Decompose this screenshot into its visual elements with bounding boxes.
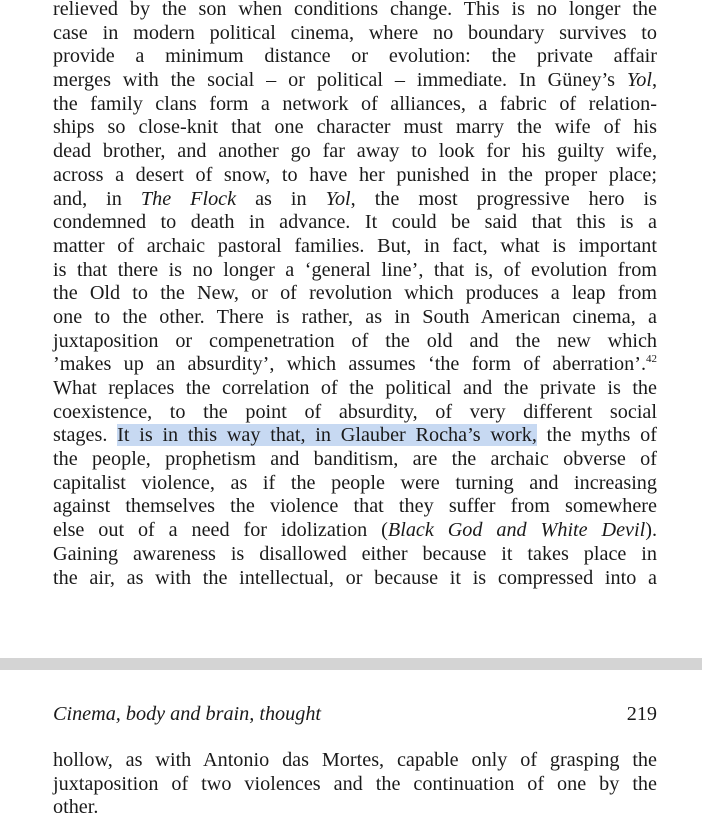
text-segment: coexistence, to the point of absurdity, of very different social <box>53 400 657 423</box>
text-segment: relieved by the son when conditions change. This is no longer the <box>53 0 657 20</box>
running-title: Cinema, body and brain, thought <box>53 703 322 725</box>
text-line <box>53 330 657 354</box>
text-line <box>53 796 657 820</box>
text-segment: ’makes up an absurdity’, which assumes ‘the form of aberration’. <box>53 353 646 376</box>
text-line <box>53 93 657 117</box>
text-segment: ships so close-knit that one character must marry the wife of his <box>53 116 657 139</box>
text-line <box>53 306 657 330</box>
text-segment: ). <box>645 519 658 542</box>
text-line <box>53 116 657 140</box>
text-segment: and, in <box>53 187 141 210</box>
page-separator <box>0 658 702 670</box>
italic-title: The Flock <box>140 187 237 210</box>
text-segment: matter of archaic pastoral families. But, in fact, what is important <box>53 234 657 257</box>
text-line <box>53 543 657 567</box>
highlighted-text: It is in this way that, in Glauber Rocha’s work, <box>117 424 537 447</box>
italic-title: Yol <box>325 187 351 210</box>
text-line <box>53 188 657 212</box>
text-line <box>53 401 657 425</box>
text-line <box>53 259 657 283</box>
text-line <box>53 211 657 235</box>
upper-page-text <box>53 0 657 590</box>
text-segment: as in <box>236 187 326 210</box>
text-line <box>53 495 657 519</box>
text-segment: the family clans form a network of alliances, a fabric of relation- <box>53 92 657 115</box>
footnote-marker: 42 <box>646 353 657 366</box>
text-segment: capitalist violence, as if the people were turning and increasing <box>53 471 657 494</box>
text-line <box>53 519 657 543</box>
italic-title: Yol <box>626 69 652 92</box>
text-segment: Gaining awareness is disallowed either because it takes place in <box>53 542 657 565</box>
text-segment: What replaces the correlation of the political and the private is the <box>53 377 657 399</box>
text-line <box>53 282 657 306</box>
text-line <box>53 424 657 448</box>
text-line <box>53 164 657 188</box>
text-line <box>53 472 657 496</box>
text-segment: stages. <box>53 424 118 447</box>
page-number: 219 <box>626 703 657 725</box>
text-line <box>53 353 657 377</box>
text-line <box>53 22 657 46</box>
text-segment: dead brother, and another go far away to look for his guilty wife, <box>53 140 657 163</box>
text-line <box>53 567 657 591</box>
text-segment: across a desert of snow, to have her punished in the proper place; <box>53 163 657 186</box>
text-line <box>53 235 657 259</box>
text-line <box>53 69 657 93</box>
text-segment: one to the other. There is rather, as in South American cinema, a <box>53 305 657 328</box>
running-head <box>53 702 657 726</box>
text-line <box>53 773 657 797</box>
text-line <box>53 377 657 401</box>
text-segment: merges with the social – or political – immediate. In Güney’s <box>53 69 627 92</box>
text-segment: the Old to the New, or of revolution which produces a leap from <box>53 282 657 305</box>
text-segment: the myths of <box>536 424 657 447</box>
text-segment: else out of a need for idolization ( <box>53 519 388 542</box>
text-segment: condemned to death in advance. It could be said that this is a <box>53 211 657 234</box>
text-segment: other. <box>53 796 99 819</box>
text-segment: case in modern political cinema, where no boundary survives to <box>53 21 657 44</box>
text-segment: juxtaposition of two violences and the continuation of one by the <box>53 772 657 795</box>
text-segment: against themselves the violence that they suffer from somewhere <box>53 495 657 518</box>
text-line <box>53 140 657 164</box>
text-segment: hollow, as with Antonio das Mortes, capable only of grasping the <box>53 749 657 771</box>
text-segment: juxtaposition or compenetration of the old and the new which <box>53 329 657 352</box>
text-segment: the air, as with the intellectual, or because it is compressed into a <box>53 566 657 589</box>
italic-title: Black God and White Devil <box>387 519 646 542</box>
text-segment: , <box>651 69 657 92</box>
text-segment: , the most progressive hero is <box>350 187 657 210</box>
text-line <box>53 448 657 472</box>
lower-page-text <box>53 749 657 820</box>
text-segment: is that there is no longer a ‘general line’, that is, of evolution from <box>53 258 657 281</box>
text-line <box>53 0 657 22</box>
text-segment: the people, prophetism and banditism, are the archaic obverse of <box>53 448 657 471</box>
text-line <box>53 45 657 69</box>
text-line <box>53 749 657 773</box>
text-segment: provide a minimum distance or evolution: the private affair <box>53 45 657 68</box>
